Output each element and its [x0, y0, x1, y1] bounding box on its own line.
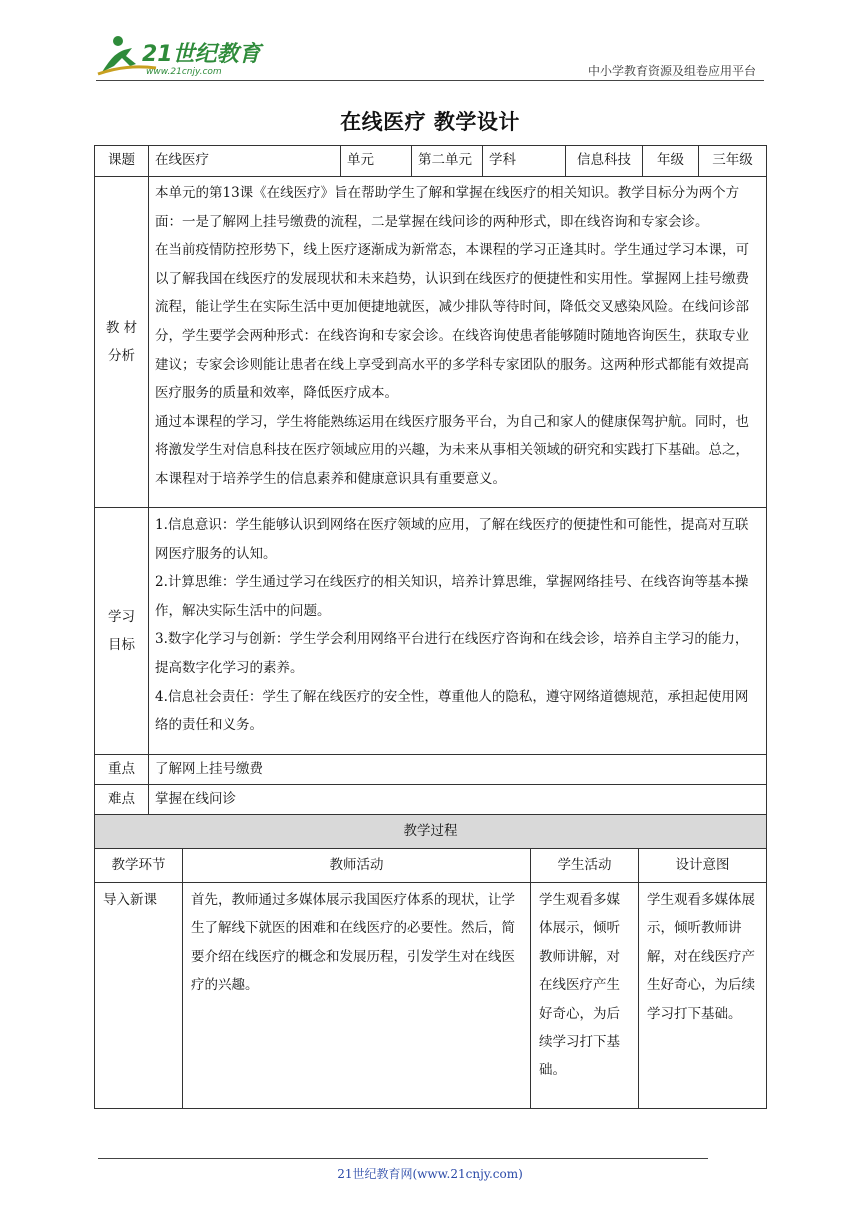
- goal-item: 3.数字化学习与创新：学生学会利用网络平台进行在线医疗咨询和在线会诊，培养自主学习的能力，提高数字化学习的素养。: [155, 631, 749, 676]
- column-header: 教学环节: [95, 849, 183, 883]
- goal-item: 4.信息社会责任：学生了解在线医疗的安全性，尊重他人的隐私，遵守网络道德规范，承担起使用网络的责任和义务。: [155, 688, 749, 734]
- footer-divider: [98, 1158, 708, 1159]
- platform-name: 中小学教育资源及组卷应用平台: [587, 64, 756, 78]
- process-header-row: [95, 849, 767, 883]
- difficulty-row: [95, 785, 767, 815]
- teacher-activity: 首先，教师通过多媒体展示我国医疗体系的现状，让学生了解线下就医的困难和在线医疗的必要性。然后，简要介绍在线医疗的概念和发展历程，引发学生对在线医疗的兴趣。: [183, 883, 531, 1109]
- footer-link[interactable]: 21世纪教育网(www.21cnjy.com): [337, 1167, 523, 1181]
- subject-value: 信息科技: [566, 146, 643, 177]
- goals-label: [95, 508, 149, 755]
- goals-content: [149, 508, 767, 755]
- header-divider: [96, 80, 764, 81]
- goals-label-line1: 学习: [108, 609, 135, 625]
- analysis-paragraph: 在当前疫情防控形势下，线上医疗逐渐成为新常态，本课程的学习正逢其时。学生通过学习本课，可以了解我国在线医疗的发展现状和未来趋势，认识到在线医疗的便捷性和实用性。掌握网上挂号缴费流程，能让学生在实际生活中更加便捷地就医，减少排队等待时间，降低交叉感染风险。在线问诊部分，学生要学会两种形式：在线咨询和专家会诊。在线咨询使患者能够随时随地咨询医生，获取专业建议；专家会诊则能让患者在线上享受到高水平的多学科专家团队的服务。这两种形式都能有效提高医疗服务的质量和效率，降低医疗成本。: [155, 242, 749, 402]
- difficulty-label: 难点: [95, 785, 149, 815]
- svg-text:www.21cnjy.com: www.21cnjy.com: [146, 67, 222, 77]
- svg-text:21世纪教育: 21世纪教育: [142, 42, 261, 67]
- column-header: 设计意图: [639, 849, 767, 883]
- goals-row: [95, 508, 767, 755]
- key-point-row: [95, 755, 767, 785]
- goals-label-line2: 目标: [108, 637, 135, 653]
- column-header: 教师活动: [183, 849, 531, 883]
- difficulty-value: 掌握在线问诊: [149, 785, 767, 815]
- unit-label: 单元: [341, 146, 412, 177]
- site-logo: [96, 34, 266, 80]
- goal-item: 1.信息意识：学生能够认识到网络在医疗领域的应用，了解在线医疗的便捷性和可能性，提高对互联网医疗服务的认知。: [155, 517, 749, 562]
- analysis-row: [95, 177, 767, 508]
- stage-cell: 导入新课: [95, 883, 183, 1109]
- analysis-content: [149, 177, 767, 508]
- analysis-paragraph: 本单元的第13课《在线医疗》旨在帮助学生了解和掌握在线医疗的相关知识。教学目标分为两个方面：一是了解网上挂号缴费的流程，二是掌握在线问诊的两种形式，即在线咨询和专家会诊。: [155, 185, 740, 230]
- teaching-process-table: [94, 814, 767, 1109]
- unit-value: 第二单元: [412, 146, 483, 177]
- info-row: [95, 146, 767, 177]
- subject-label: 学科: [483, 146, 566, 177]
- student-activity: 学生观看多媒体展示，倾听教师讲解，对在线医疗产生好奇心，为后续学习打下基础。: [531, 883, 639, 1109]
- goal-item: 2.计算思维：学生通过学习在线医疗的相关知识，培养计算思维，掌握网络挂号、在线咨询等基本操作，解决实际生活中的问题。: [155, 574, 749, 619]
- analysis-paragraph: 通过本课程的学习，学生将能熟练运用在线医疗服务平台，为自己和家人的健康保驾护航。同时，也将激发学生对信息科技在医疗领域应用的兴趣，为未来从事相关领域的研究和实践打下基础。总之，本课程对于培养学生的信息素养和健康意识具有重要意义。: [155, 413, 749, 487]
- grade-label: 年级: [643, 146, 699, 177]
- analysis-label-line1: 教 材: [105, 320, 138, 336]
- key-point-label: 重点: [95, 755, 149, 785]
- course-value: 在线医疗: [149, 146, 341, 177]
- process-title-row: [95, 815, 767, 849]
- course-label: 课题: [95, 146, 149, 177]
- process-row: [95, 883, 767, 1109]
- lesson-info-table: [94, 145, 767, 815]
- design-intent: 学生观看多媒体展示，倾听教师讲解，对在线医疗产生好奇心，为后续学习打下基础。: [639, 883, 767, 1109]
- page-title: 在线医疗 教学设计: [340, 110, 520, 134]
- analysis-label-line2: 分析: [108, 348, 135, 364]
- key-point-value: 了解网上挂号缴费: [149, 755, 767, 785]
- column-header: 学生活动: [531, 849, 639, 883]
- process-title: 教学过程: [95, 815, 767, 849]
- grade-value: 三年级: [699, 146, 767, 177]
- analysis-label: [95, 177, 149, 508]
